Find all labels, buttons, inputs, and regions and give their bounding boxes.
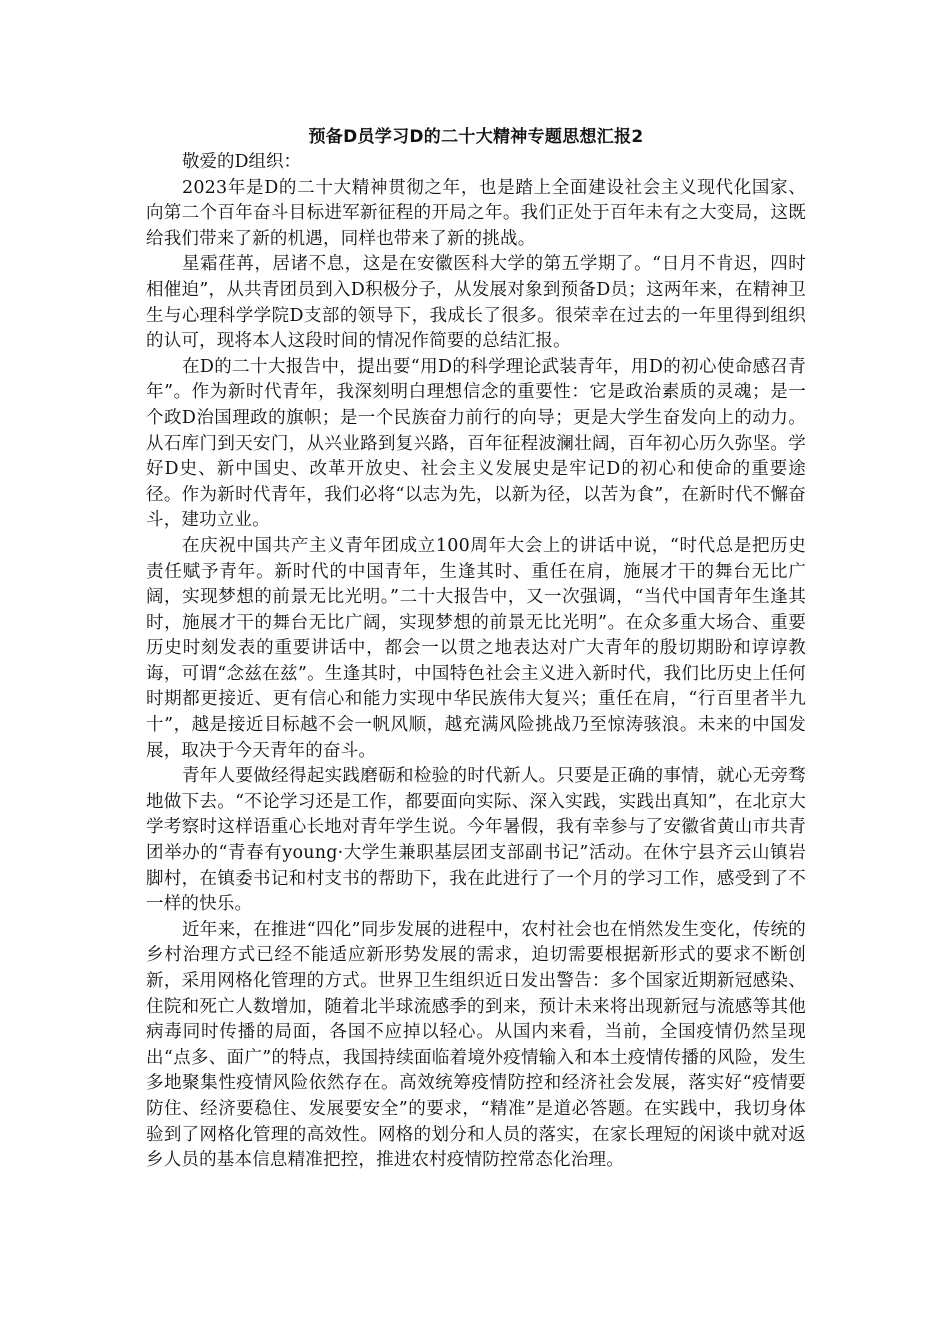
document-body — [146, 124, 806, 1174]
salutation: 敬爱的D组织： — [182, 152, 302, 172]
paragraph-ideals: 在D的二十大报告中，提出要“用D的科学理论武装青年，用D的初心使命感召青年”。作为新时代青年，我深刻明白理想信念的重要性：它是政治素质的灵魂；是一个政D治国理政的旗帜；是一个民族奋力前行的向导；更是大学生奋发向上的动力。从石库门到天安门，从兴业路到复兴路，百年征程波澜壮阔，百年初心历久弥坚。学好D史、新中国史、改革开放史、社会主义发展史是牢记D的初心和使命的重要途径。作为新时代青年，我们必将“以志为先，以新为径，以苦为食”，在新时代不懈奋斗，建功立业。 — [146, 356, 806, 531]
document-title: 预备D员学习D的二十大精神专题思想汇报2 — [308, 127, 644, 147]
paragraph-school-intro: 星霜荏苒，居诸不息，这是在安徽医科大学的第五学期了。“日月不肯迟，四时相催迫”，从共青团员到入D积极分子，从发展对象到预备D员；这两年来，在精神卫生与心理科学学院D支部的领导下，我成长了很多。很荣幸在过去的一年里得到组织的认可，现将本人这段时间的情况作简要的总结汇报。 — [146, 254, 806, 352]
paragraph-practice: 青年人要做经得起实践磨砺和检验的时代新人。只要是正确的事情，就心无旁骛地做下去。“不论学习还是工作，都要面向实际、深入实践，实践出真知”，在北京大学考察时这样语重心长地对青年学生说。今年暑假，我有幸参与了安徽省黄山市共青团举办的“青春有young·大学生兼职基层团支部副书记”活动。在休宁县齐云山镇岩脚村，在镇委书记和村支书的帮助下，我在此进行了一个月的学习工作，感受到了不一样的快乐。 — [146, 766, 806, 915]
paragraph-grid-management: 近年来，在推进“四化”同步发展的进程中，农村社会也在悄然发生变化，传统的乡村治理方式已经不能适应新形势发展的需求，迫切需要根据新形式的要求不断创新，采用网格化管理的方式。世界卫生组织近日发出警告：多个国家近期新冠感染、住院和死亡人数增加，随着北半球流感季的到来，预计未来将出现新冠与流感等其他病毒同时传播的局面，各国不应掉以轻心。从国内来看，当前，全国疫情仍然呈现出“点多、面广”的特点，我国持续面临着境外疫情输入和本土疫情传播的风险，发生多地聚集性疫情风险依然存在。高效统筹疫情防控和经济社会发展，落实好“疫情要防住、经济要稳住、发展要安全”的要求，“精准”是道必答题。在实践中，我切身体验到了网格化管理的高效性。网格的划分和人员的落实，在家长理短的闲谈中就对返乡人员的基本信息精准把控，推进农村疫情防控常态化治理。 — [146, 919, 806, 1171]
paragraph-opening: 2023年是D的二十大精神贯彻之年，也是踏上全面建设社会主义现代化国家、向第二个百年奋斗目标进军新征程的开局之年。我们正处于百年未有之大变局，这既给我们带来了新的机遇，同样也带来了新的挑战。 — [146, 177, 806, 249]
paragraph-youth-speech: 在庆祝中国共产主义青年团成立100周年大会上的讲话中说，“时代总是把历史责任赋予青年。新时代的中国青年，生逢其时、重任在肩，施展才干的舞台无比广阔，实现梦想的前景无比光明。”二十大报告中，又一次强调，“当代中国青年生逢其时，施展才干的舞台无比广阔，实现梦想的前景无比光明”。在众多重大场合、重要历史时刻发表的重要讲话中，都会一以贯之地表达对广大青年的殷切期盼和谆谆教诲，可谓“念兹在兹”。生逢其时，中国特色社会主义进入新时代，我们比历史上任何时期都更接近、更有信心和能力实现中华民族伟大复兴；重任在肩，“行百里者半九十”，越是接近目标越不会一帆风顺，越充满风险挑战乃至惊涛骇浪。未来的中国发展，取决于今天青年的奋斗。 — [146, 535, 806, 761]
